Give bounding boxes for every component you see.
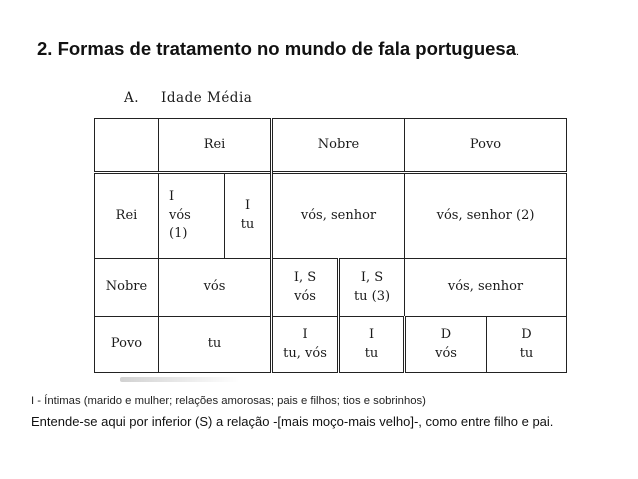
cell-text: I bbox=[244, 198, 251, 214]
slide-title bbox=[37, 38, 519, 60]
cell-text: I bbox=[368, 326, 375, 342]
cell-text: vós bbox=[435, 345, 457, 361]
cell-nobre-nobre-b bbox=[339, 259, 405, 317]
table-row-povo bbox=[95, 317, 567, 373]
table-caption bbox=[124, 90, 252, 106]
cell-povo-povo-b bbox=[487, 317, 567, 373]
cell-text: tu bbox=[519, 345, 534, 361]
cell-povo-povo-a bbox=[405, 317, 487, 373]
row-label-rei: Rei bbox=[95, 173, 159, 259]
header-row bbox=[95, 119, 567, 173]
cell-text: tu bbox=[364, 345, 379, 361]
header-povo: Povo bbox=[405, 119, 567, 173]
caption-period: Idade Média bbox=[161, 90, 253, 106]
cell-text: tu bbox=[240, 217, 255, 232]
table-row-rei bbox=[95, 173, 567, 259]
row-label-nobre: Nobre bbox=[95, 259, 159, 317]
cell-nobre-nobre-a bbox=[272, 259, 339, 317]
cell-text: (1) bbox=[169, 226, 188, 242]
cell-povo-nobre-a bbox=[272, 317, 339, 373]
slide-title-period: . bbox=[516, 46, 520, 58]
table-row-nobre bbox=[95, 259, 567, 317]
cell-povo-rei: tu bbox=[159, 317, 272, 373]
cell-povo-nobre-b bbox=[339, 317, 405, 373]
explanation-note: Entende-se aqui por inferior (S) a relação -[mais moço-mais velho]-, como entre filho e pai. bbox=[31, 414, 554, 429]
cell-nobre-povo: vós, senhor bbox=[405, 259, 567, 317]
header-nobre: Nobre bbox=[272, 119, 405, 173]
cell-text: D bbox=[440, 326, 452, 342]
cell-text: vós bbox=[294, 288, 316, 304]
cell-text: tu (3) bbox=[353, 288, 391, 304]
cell-text: tu, vós bbox=[283, 345, 327, 361]
cell-text: I, S bbox=[293, 269, 317, 285]
caption-part: A. bbox=[124, 90, 140, 106]
cell-text: I, S bbox=[360, 269, 384, 285]
corner-cell bbox=[95, 119, 159, 173]
cell-rei-nobre: vós, senhor bbox=[272, 173, 405, 259]
forms-of-address-table bbox=[94, 118, 567, 373]
legend-note: I - Íntimas (marido e mulher; relações amorosas; pais e filhos; tios e sobrinhos) bbox=[31, 395, 426, 407]
row-label-povo: Povo bbox=[95, 317, 159, 373]
scanned-table-image bbox=[94, 88, 566, 384]
cell-text: I bbox=[169, 188, 175, 204]
cell-text: I bbox=[302, 326, 308, 342]
scan-artifact bbox=[120, 377, 240, 382]
cell-nobre-rei: vós bbox=[159, 259, 272, 317]
slide-title-text: 2. Formas de tratamento no mundo de fala portuguesa bbox=[37, 38, 517, 59]
cell-rei-povo: vós, senhor (2) bbox=[405, 173, 567, 259]
cell-rei-rei-b bbox=[225, 173, 272, 259]
cell-text: D bbox=[521, 326, 532, 342]
cell-rei-rei-a bbox=[159, 173, 225, 259]
cell-text: vós bbox=[169, 207, 191, 223]
header-rei: Rei bbox=[159, 119, 272, 173]
